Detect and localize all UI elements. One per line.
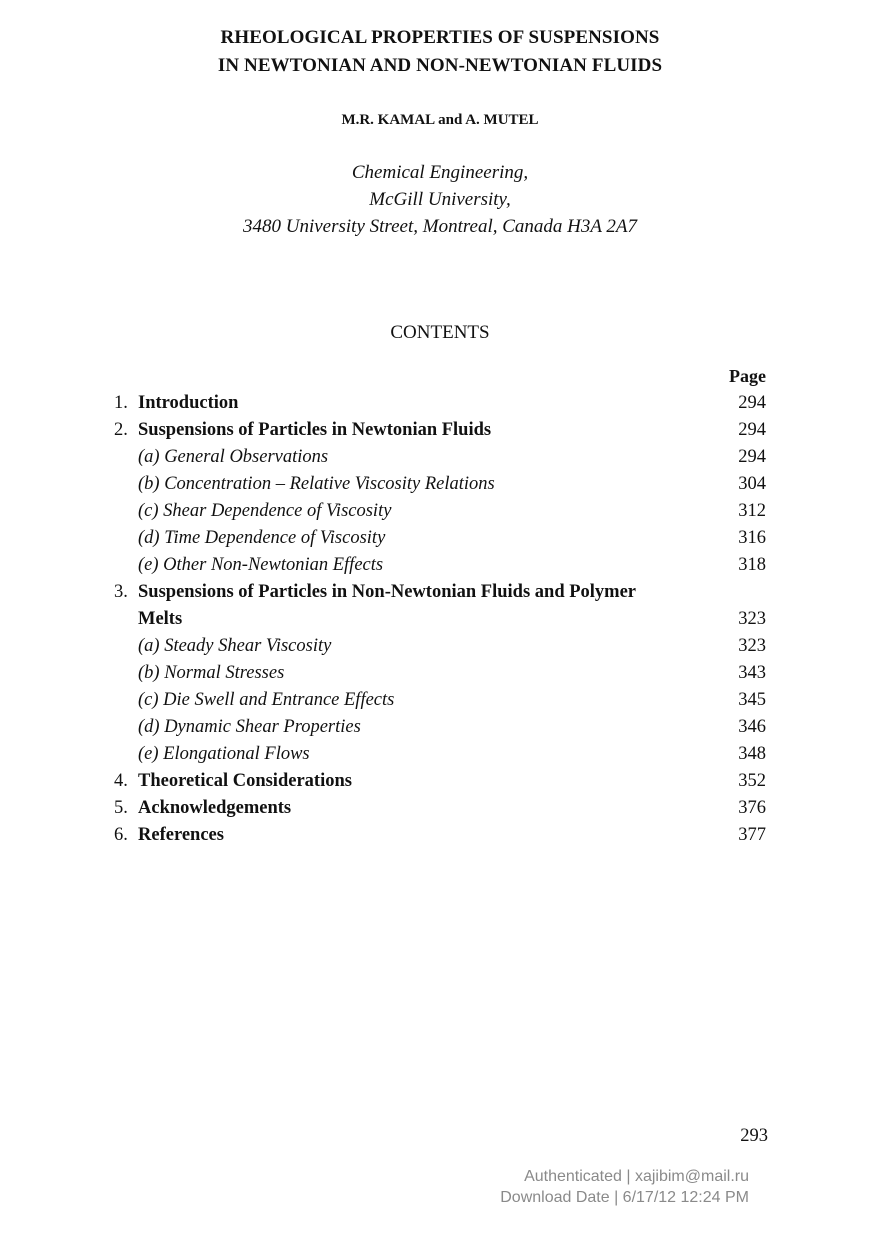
table-of-contents — [114, 390, 766, 849]
toc-title: (b) Concentration – Relative Viscosity Relations — [138, 474, 495, 494]
toc-entry — [114, 768, 766, 795]
page-number: 293 — [740, 1126, 768, 1146]
toc-title: References — [138, 825, 224, 845]
toc-title: (a) General Observations — [138, 447, 329, 467]
toc-title: (e) Elongational Flows — [138, 744, 310, 764]
toc-number: 4. — [114, 771, 128, 791]
toc-number: 3. — [114, 582, 128, 602]
toc-subentry — [114, 687, 766, 714]
toc-subentry — [114, 714, 766, 741]
toc-page: 323 — [738, 636, 766, 656]
toc-title: (d) Dynamic Shear Properties — [138, 717, 361, 737]
toc-title: (b) Normal Stresses — [138, 663, 285, 683]
toc-page: 343 — [738, 663, 766, 683]
article-title — [0, 24, 880, 80]
toc-page: 294 — [738, 447, 766, 467]
toc-subentry — [114, 471, 766, 498]
toc-title: Introduction — [138, 393, 239, 413]
toc-page: 294 — [738, 420, 766, 440]
toc-page: 377 — [738, 825, 766, 845]
toc-page: 346 — [738, 717, 766, 737]
toc-subentry — [114, 552, 766, 579]
toc-entry — [114, 390, 766, 417]
toc-number: 2. — [114, 420, 128, 440]
toc-page: 318 — [738, 555, 766, 575]
toc-title: (c) Shear Dependence of Viscosity — [138, 501, 392, 521]
toc-page: 316 — [738, 528, 766, 548]
toc-title: (e) Other Non-Newtonian Effects — [138, 555, 384, 575]
toc-subentry — [114, 660, 766, 687]
toc-subentry — [114, 525, 766, 552]
download-watermark — [500, 1166, 749, 1208]
toc-page: 304 — [738, 474, 766, 494]
toc-page: 348 — [738, 744, 766, 764]
toc-entry — [114, 417, 766, 444]
toc-number: 6. — [114, 825, 128, 845]
toc-title: (a) Steady Shear Viscosity — [138, 636, 332, 656]
affiliation-line-3: 3480 University Street, Montreal, Canada H3A 2A7 — [242, 216, 638, 237]
authors: M.R. KAMAL and A. MUTEL — [341, 112, 539, 128]
toc-subentry — [114, 633, 766, 660]
affiliation-line-1: Chemical Engineering, — [351, 162, 529, 183]
toc-page: 323 — [738, 609, 766, 629]
toc-title: (d) Time Dependence of Viscosity — [138, 528, 386, 548]
watermark-line-1: Authenticated | xajibim@mail.ru — [524, 1168, 749, 1185]
toc-title: Suspensions of Particles in Non-Newtonian Fluids and Polymer — [138, 582, 637, 602]
toc-page: 294 — [738, 393, 766, 413]
watermark-line-2: Download Date | 6/17/12 12:24 PM — [500, 1189, 749, 1206]
toc-number: 5. — [114, 798, 128, 818]
toc-subentry — [114, 498, 766, 525]
title-line-2: IN NEWTONIAN AND NON-NEWTONIAN FLUIDS — [217, 55, 663, 76]
toc-entry-continuation — [114, 606, 766, 633]
toc-entry — [114, 579, 766, 606]
toc-entry — [114, 795, 766, 822]
toc-title: Suspensions of Particles in Newtonian Fluids — [138, 420, 492, 440]
title-line-1: RHEOLOGICAL PROPERTIES OF SUSPENSIONS — [220, 27, 660, 48]
contents-heading: CONTENTS — [390, 322, 490, 343]
toc-title: Acknowledgements — [138, 798, 292, 818]
affiliation-line-2: McGill University, — [369, 189, 511, 210]
affiliation — [0, 159, 880, 240]
toc-title: (c) Die Swell and Entrance Effects — [138, 690, 395, 710]
toc-subentry — [114, 444, 766, 471]
toc-number: 1. — [114, 393, 128, 413]
toc-subentry — [114, 741, 766, 768]
page-column-header: Page — [729, 366, 766, 386]
toc-page: 352 — [738, 771, 766, 791]
toc-page: 376 — [738, 798, 766, 818]
toc-title: Melts — [138, 609, 183, 629]
toc-page: 345 — [738, 690, 766, 710]
toc-entry — [114, 822, 766, 849]
toc-title: Theoretical Considerations — [138, 771, 352, 791]
toc-page: 312 — [738, 501, 766, 521]
